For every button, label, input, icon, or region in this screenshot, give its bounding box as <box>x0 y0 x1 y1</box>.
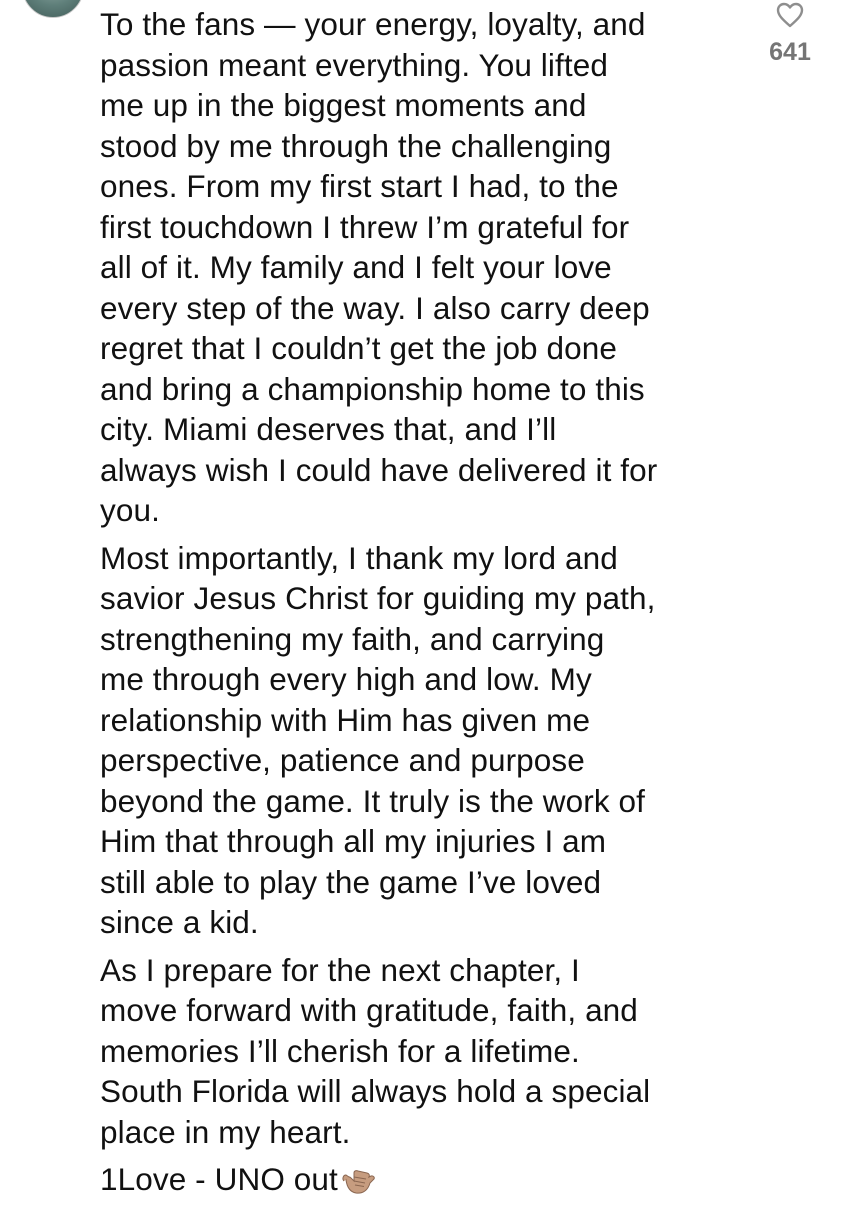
call-me-hand-emoji-icon <box>340 1159 380 1199</box>
comment-paragraph-fans: To the fans — your energy, loyalty, and passion meant everything. You lifted me up in the biggest moments and stood by me through the challenging ones. From my first start I had, to the first touchdown I threw I’m grateful for all of it. My family and I felt your love every step of the way. I also carry deep regret that I couldn’t get the job done and bring a championship home to this city. Miami deserves that, and I’ll always wish I could have delivered it for you. <box>100 6 658 528</box>
comment-paragraph-next-chapter: As I prepare for the next chapter, I move forward with gratitude, faith, and memories I’ll cherish for a lifetime. South Florida will always hold a special place in my heart. <box>100 951 651 1150</box>
signoff-text: 1Love - UNO out <box>100 1161 338 1197</box>
heart-outline-icon[interactable] <box>776 2 804 28</box>
like-area <box>760 2 820 67</box>
comment-paragraph-faith: Most importantly, I thank my lord and savior Jesus Christ for guiding my path, strengthening my faith, and carrying me through every high and low. My relationship with Him has given me perspective, patience and purpose beyond the game. It truly is the work of Him that through all my injuries I am still able to play the game I’ve loved since a kid. <box>100 539 656 940</box>
like-count: 641 <box>769 38 811 66</box>
comment-body <box>100 4 740 1207</box>
avatar[interactable] <box>22 0 84 18</box>
comment-signoff <box>100 1159 740 1200</box>
